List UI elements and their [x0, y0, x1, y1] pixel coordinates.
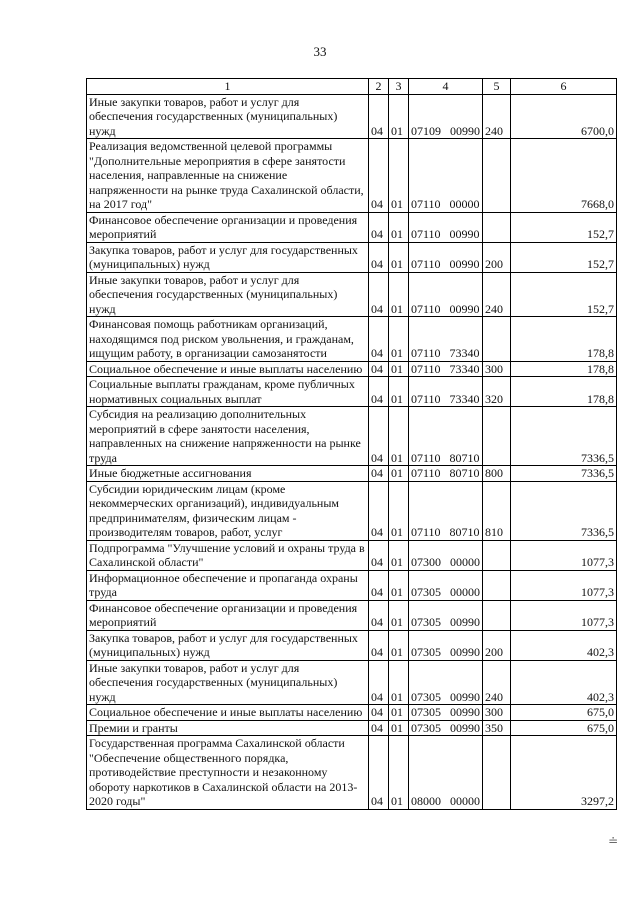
table-row	[87, 377, 617, 407]
header-section: 2	[369, 79, 389, 95]
row-subsection: 01	[389, 466, 409, 482]
row-section: 04	[369, 242, 389, 272]
row-name: Социальные выплаты гражданам, кроме публичных нормативных социальных выплат	[87, 377, 369, 407]
row-amount: 402,3	[511, 630, 617, 660]
row-amount: 3297,2	[511, 736, 617, 810]
row-target-article: 08000 00000	[409, 736, 483, 810]
row-section: 04	[369, 212, 389, 242]
row-name: Закупка товаров, работ и услуг для государственных (муниципальных) нужд	[87, 242, 369, 272]
header-row	[87, 79, 617, 95]
table-row	[87, 317, 617, 362]
row-section: 04	[369, 736, 389, 810]
header-subsection: 3	[389, 79, 409, 95]
row-name: Социальное обеспечение и иные выплаты населению	[87, 361, 369, 377]
row-expense-type: 320	[483, 377, 511, 407]
row-amount: 178,8	[511, 361, 617, 377]
row-subsection: 01	[389, 139, 409, 213]
row-name: Иные закупки товаров, работ и услуг для обеспечения государственных (муниципальных) нужд	[87, 272, 369, 317]
row-subsection: 01	[389, 736, 409, 810]
table-row	[87, 272, 617, 317]
row-expense-type: 350	[483, 720, 511, 736]
table-row	[87, 630, 617, 660]
table-row	[87, 242, 617, 272]
row-subsection: 01	[389, 630, 409, 660]
row-name: Иные закупки товаров, работ и услуг для обеспечения государственных (муниципальных) нужд	[87, 94, 369, 139]
table-row	[87, 720, 617, 736]
row-name: Финансовое обеспечение организации и проведения мероприятий	[87, 600, 369, 630]
row-section: 04	[369, 720, 389, 736]
table-row	[87, 705, 617, 721]
row-expense-type	[483, 212, 511, 242]
row-amount: 1077,3	[511, 600, 617, 630]
row-subsection: 01	[389, 570, 409, 600]
row-subsection: 01	[389, 272, 409, 317]
row-subsection: 01	[389, 377, 409, 407]
row-subsection: 01	[389, 481, 409, 540]
row-name: Иные бюджетные ассигнования	[87, 466, 369, 482]
table-row	[87, 361, 617, 377]
row-subsection: 01	[389, 242, 409, 272]
row-target-article: 07110 80710	[409, 481, 483, 540]
row-amount: 178,8	[511, 377, 617, 407]
table-row	[87, 481, 617, 540]
row-amount: 1077,3	[511, 540, 617, 570]
page-number: 33	[313, 44, 327, 59]
row-name: Субсидии юридическим лицам (кроме некоммерческих организаций), индивидуальным предпринимателям, физическим лицам - производителям товаров, работ, услуг	[87, 481, 369, 540]
row-subsection: 01	[389, 600, 409, 630]
row-amount: 7668,0	[511, 139, 617, 213]
row-expense-type: 240	[483, 272, 511, 317]
row-expense-type: 300	[483, 361, 511, 377]
row-expense-type	[483, 317, 511, 362]
row-name: Субсидия на реализацию дополнительных мероприятий в сфере занятости населения, направленных на снижение напряженности на рынке труда	[87, 407, 369, 466]
row-target-article: 07110 80710	[409, 407, 483, 466]
row-target-article: 07305 00990	[409, 630, 483, 660]
row-expense-type: 240	[483, 94, 511, 139]
row-amount: 152,7	[511, 272, 617, 317]
row-amount: 7336,5	[511, 481, 617, 540]
table-row	[87, 736, 617, 810]
row-target-article: 07305 00990	[409, 705, 483, 721]
budget-table	[86, 78, 617, 810]
row-amount: 675,0	[511, 705, 617, 721]
table-row	[87, 466, 617, 482]
row-name: Информационное обеспечение и пропаганда охраны труда	[87, 570, 369, 600]
row-expense-type	[483, 736, 511, 810]
row-target-article: 07305 00990	[409, 660, 483, 705]
row-section: 04	[369, 630, 389, 660]
row-amount: 152,7	[511, 212, 617, 242]
row-target-article: 07305 00990	[409, 600, 483, 630]
row-section: 04	[369, 540, 389, 570]
row-amount: 675,0	[511, 720, 617, 736]
row-expense-type: 810	[483, 481, 511, 540]
row-name: Реализация ведомственной целевой программы "Дополнительные мероприятия в сфере занятости населения, направленные на снижение напряженности на рынке труда Сахалинской области, на 2017 год"	[87, 139, 369, 213]
row-amount: 1077,3	[511, 570, 617, 600]
row-name: Закупка товаров, работ и услуг для государственных (муниципальных) нужд	[87, 630, 369, 660]
table-row	[87, 600, 617, 630]
row-section: 04	[369, 481, 389, 540]
header-expense-type: 5	[483, 79, 511, 95]
table-row	[87, 407, 617, 466]
row-section: 04	[369, 272, 389, 317]
row-target-article: 07305 00000	[409, 570, 483, 600]
row-section: 04	[369, 317, 389, 362]
row-section: 04	[369, 377, 389, 407]
row-name: Социальное обеспечение и иные выплаты населению	[87, 705, 369, 721]
row-name: Иные закупки товаров, работ и услуг для обеспечения государственных (муниципальных) нужд	[87, 660, 369, 705]
header-name: 1	[87, 79, 369, 95]
row-subsection: 01	[389, 361, 409, 377]
row-section: 04	[369, 660, 389, 705]
table-row	[87, 94, 617, 139]
row-expense-type	[483, 407, 511, 466]
row-subsection: 01	[389, 540, 409, 570]
row-target-article: 07109 00990	[409, 94, 483, 139]
row-amount: 152,7	[511, 242, 617, 272]
row-name: Финансовое обеспечение организации и проведения мероприятий	[87, 212, 369, 242]
row-target-article: 07110 73340	[409, 377, 483, 407]
table-row	[87, 570, 617, 600]
row-expense-type	[483, 600, 511, 630]
row-expense-type	[483, 540, 511, 570]
row-amount: 7336,5	[511, 466, 617, 482]
row-subsection: 01	[389, 94, 409, 139]
row-target-article: 07110 00990	[409, 212, 483, 242]
row-target-article: 07110 00000	[409, 139, 483, 213]
row-amount: 7336,5	[511, 407, 617, 466]
row-expense-type: 240	[483, 660, 511, 705]
row-expense-type: 300	[483, 705, 511, 721]
row-target-article: 07305 00990	[409, 720, 483, 736]
row-section: 04	[369, 407, 389, 466]
row-subsection: 01	[389, 705, 409, 721]
row-amount: 6700,0	[511, 94, 617, 139]
row-amount: 178,8	[511, 317, 617, 362]
table-row	[87, 540, 617, 570]
row-target-article: 07110 00990	[409, 242, 483, 272]
row-expense-type: 800	[483, 466, 511, 482]
row-subsection: 01	[389, 212, 409, 242]
row-target-article: 07110 00990	[409, 272, 483, 317]
row-amount: 402,3	[511, 660, 617, 705]
row-name: Подпрограмма "Улучшение условий и охраны труда в Сахалинской области"	[87, 540, 369, 570]
row-subsection: 01	[389, 660, 409, 705]
table-row	[87, 212, 617, 242]
row-section: 04	[369, 94, 389, 139]
row-section: 04	[369, 705, 389, 721]
row-section: 04	[369, 600, 389, 630]
row-target-article: 07110 80710	[409, 466, 483, 482]
row-expense-type	[483, 139, 511, 213]
row-expense-type: 200	[483, 242, 511, 272]
row-target-article: 07110 73340	[409, 361, 483, 377]
row-expense-type: 200	[483, 630, 511, 660]
header-amount: 6	[511, 79, 617, 95]
row-subsection: 01	[389, 720, 409, 736]
row-expense-type	[483, 570, 511, 600]
row-target-article: 07110 73340	[409, 317, 483, 362]
margin-scribble: ≐	[608, 834, 619, 848]
table-row	[87, 139, 617, 213]
row-name: Государственная программа Сахалинской области "Обеспечение общественного порядка, противодействие преступности и незаконному обороту наркотиков в Сахалинской области на 2013-2020 годы"	[87, 736, 369, 810]
row-section: 04	[369, 139, 389, 213]
header-target-article: 4	[409, 79, 483, 95]
row-target-article: 07300 00000	[409, 540, 483, 570]
row-name: Финансовая помощь работникам организаций, находящимся под риском увольнения, и гражданам, ищущим работу, в организации самозанятости	[87, 317, 369, 362]
row-subsection: 01	[389, 407, 409, 466]
row-name: Премии и гранты	[87, 720, 369, 736]
row-section: 04	[369, 466, 389, 482]
row-section: 04	[369, 361, 389, 377]
table-row	[87, 660, 617, 705]
row-subsection: 01	[389, 317, 409, 362]
row-section: 04	[369, 570, 389, 600]
